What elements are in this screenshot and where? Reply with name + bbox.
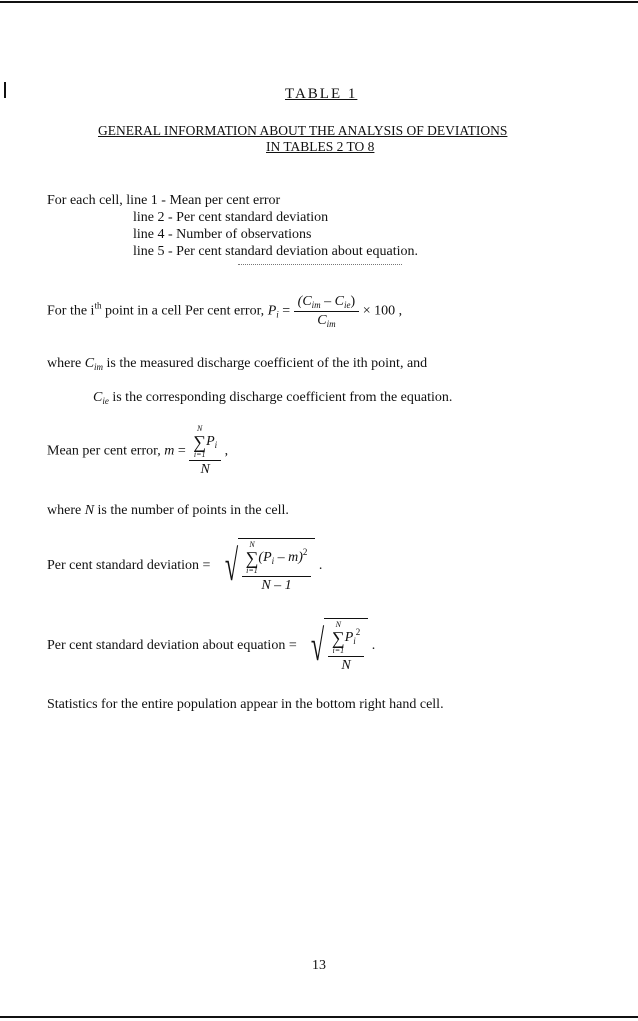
heading-line-1: GENERAL INFORMATION ABOUT THE ANALYSIS OF DEVIATIONS bbox=[98, 123, 508, 138]
statistics-note: Statistics for the entire population appear in the bottom right hand cell. bbox=[47, 697, 444, 712]
cell-line-5: line 5 - Per cent standard deviation about equation. bbox=[133, 244, 418, 259]
where-cim: where $C_{im}$ is the measured discharge coefficient of the ith point, and bbox=[47, 356, 428, 372]
std-dev-eq-fraction: N ∑ i=1 $P_i^2$ N bbox=[328, 621, 364, 674]
sqrt-symbol: √ N ∑ i=1 $(P_i - m)^2$ N – 1 bbox=[214, 538, 316, 594]
point-error-formula: For the $i^{th}$ point in a cell Per cent error, $P_i$ = $\frac{(C_{im} - C_{ie})}{C_{im}}$ × 100 , bbox=[47, 294, 403, 329]
std-dev-formula: Per cent standard deviation = √ N ∑ i=1 $(P_i - m)^2$ N – 1 . bbox=[47, 540, 323, 593]
std-dev-fraction: N ∑ i=1 $(P_i - m)^2$ N – 1 bbox=[242, 541, 312, 594]
where-n: where N is the number of points in the cell. bbox=[47, 503, 289, 518]
heading-line-2: IN TABLES 2 TO 8 bbox=[266, 139, 375, 154]
page-bottom-border bbox=[0, 1016, 638, 1018]
cell-lines-intro: For each cell, line 1 - Mean per cent error bbox=[47, 193, 281, 208]
table-title: TABLE 1 bbox=[285, 86, 358, 102]
point-error-fraction: $\frac{(C_{im} - C_{ie})}{C_{im}}$ bbox=[294, 294, 360, 329]
binder-mark bbox=[4, 82, 6, 98]
page-top-border bbox=[0, 1, 638, 3]
where-cie: $C_{ie}$ is the corresponding discharge coefficient from the equation. bbox=[93, 390, 453, 406]
dotted-separator bbox=[238, 264, 402, 267]
cell-line-4: line 4 - Number of observations bbox=[133, 227, 312, 242]
sqrt-symbol: √ N ∑ i=1 $P_i^2$ N bbox=[300, 618, 368, 674]
cell-line-2: line 2 - Per cent standard deviation bbox=[133, 210, 329, 225]
mean-error-fraction: N ∑ i=1 $P_i$ N bbox=[189, 425, 221, 478]
page-number: 13 bbox=[312, 958, 326, 973]
std-dev-eq-formula: Per cent standard deviation about equation = √ N ∑ i=1 $P_i^2$ N . bbox=[47, 620, 376, 673]
mean-error-formula: Mean per cent error, m = N ∑ i=1 $P_i$ N , bbox=[47, 424, 229, 477]
